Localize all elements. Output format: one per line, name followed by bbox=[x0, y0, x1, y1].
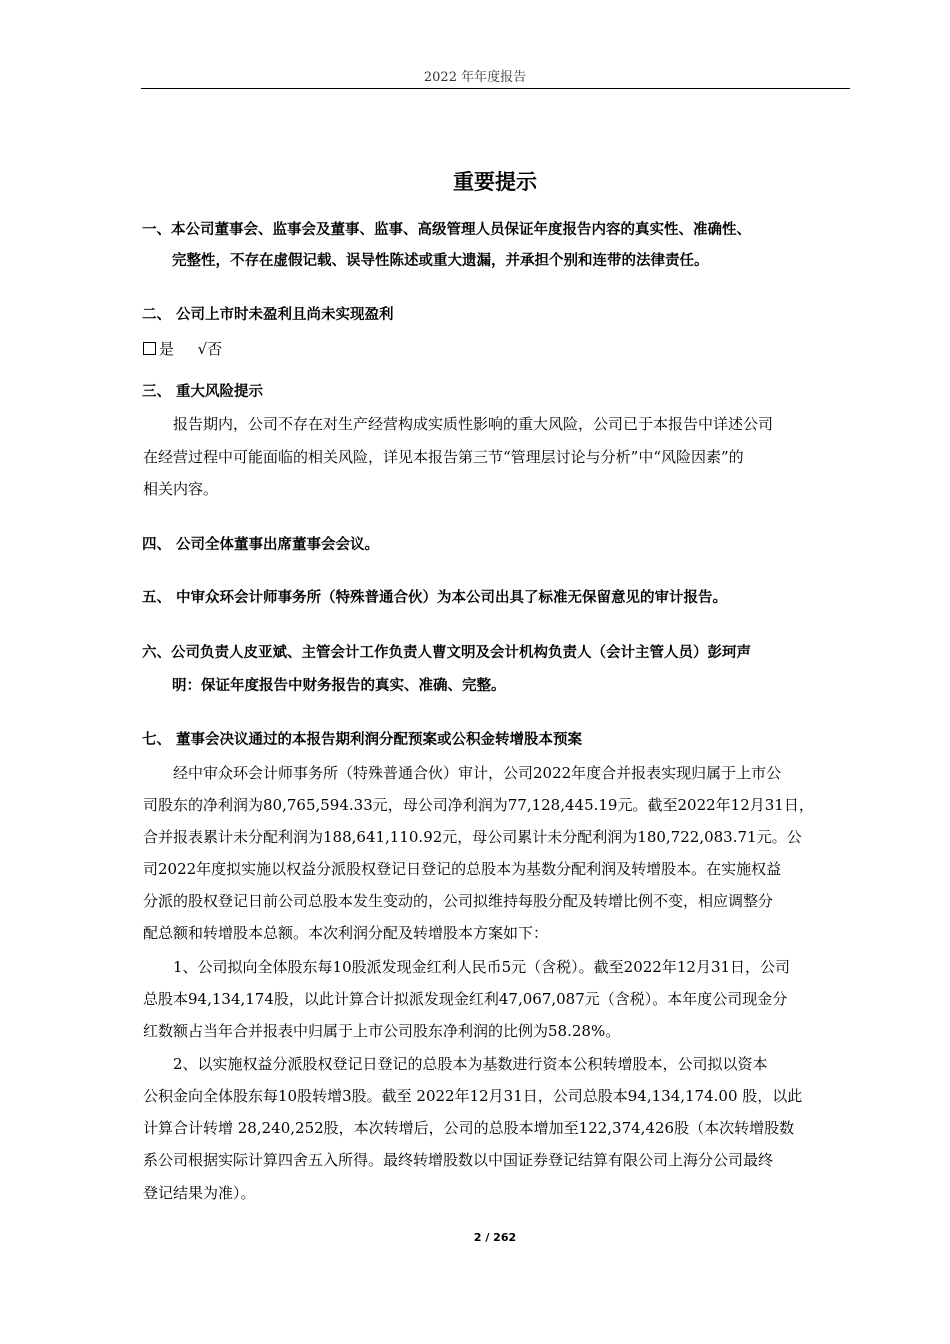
checkbox-icon bbox=[143, 342, 156, 355]
section-7-para-3-line-1: 2、以实施权益分派股权登记日登记的总股本为基数进行资本公积转增股本，公司拟以资本 bbox=[173, 1055, 768, 1073]
section-3-line-2: 在经营过程中可能面临的相关风险，详见本报告第三节“管理层讨论与分析”中“风险因素”的 bbox=[143, 448, 744, 466]
section-7-para-3-line-5: 登记结果为准）。 bbox=[143, 1184, 256, 1202]
section-7-para-1-line-5: 分派的股权登记日前公司总股本发生变动的，公司拟维持每股分配及转增比例不变，相应调整分 bbox=[143, 892, 774, 910]
header-divider bbox=[141, 88, 850, 89]
section-7-para-2-line-2: 总股本94,134,174股，以此计算合计拟派发现金红利47,067,087元（含税）。本年度公司现金分 bbox=[143, 990, 788, 1008]
page-number: 2 / 262 bbox=[473, 1231, 517, 1244]
profit-option-row bbox=[143, 339, 222, 359]
section-7-para-1-line-4: 司2022年度拟实施以权益分派股权登记日登记的总股本为基数分配利润及转增股本。在实施权益 bbox=[143, 860, 782, 878]
section-3-line-1: 报告期内，公司不存在对生产经营构成实质性影响的重大风险，公司已于本报告中详述公司 bbox=[173, 415, 774, 433]
section-4-text: 四、 公司全体董事出席董事会会议。 bbox=[142, 537, 380, 553]
section-7-para-2-line-3: 红数额占当年合并报表中归属于上市公司股东净利润的比例为58.28%。 bbox=[143, 1022, 621, 1040]
section-7-para-1-line-2: 司股东的净利润为80,765,594.33元，母公司净利润为77,128,445.19元。截至2022年12月31日， bbox=[143, 796, 814, 814]
section-7-para-1-line-1: 经中审众环会计师事务所（特殊普通合伙）审计，公司2022年度合并报表实现归属于上市公 bbox=[173, 764, 782, 782]
section-6-line-2: 明：保证年度报告中财务报告的真实、准确、完整。 bbox=[172, 678, 506, 694]
section-3-line-3: 相关内容。 bbox=[143, 480, 219, 498]
section-7-para-3-line-2: 公积金向全体股东每10股转增3股。截至 2022年12月31日，公司总股本94,134,174.00 股，以此 bbox=[143, 1087, 803, 1105]
section-1-line-1: 一、本公司董事会、监事会及董事、监事、高级管理人员保证年度报告内容的真实性、准确性、 bbox=[142, 222, 751, 238]
section-1-line-2: 完整性，不存在虚假记载、误导性陈述或重大遗漏，并承担个别和连带的法律责任。 bbox=[172, 253, 709, 269]
section-6-line-1: 六、公司负责人皮亚斌、主管会计工作负责人曹文明及会计机构负责人（会计主管人员）彭珂声 bbox=[142, 645, 751, 661]
section-7-heading: 七、 董事会决议通过的本报告期利润分配预案或公积金转增股本预案 bbox=[142, 732, 583, 748]
section-7-para-2-line-1: 1、公司拟向全体股东每10股派发现金红利人民币5元（含税）。截至2022年12月31日，公司 bbox=[173, 958, 791, 976]
section-7-para-1-line-3: 合并报表累计未分配利润为188,641,110.92元，母公司累计未分配利润为180,722,083.71元。公 bbox=[143, 828, 802, 846]
section-5-text: 五、 中审众环会计师事务所（特殊普通合伙）为本公司出具了标准无保留意见的审计报告。 bbox=[142, 590, 728, 606]
section-7-para-3-line-4: 系公司根据实际计算四舍五入所得。最终转增股数以中国证券登记结算有限公司上海分公司最终 bbox=[143, 1151, 774, 1169]
page-title: 重要提示 bbox=[453, 170, 537, 194]
section-7-para-3-line-3: 计算合计转增 28,240,252股，本次转增后，公司的总股本增加至122,374,426股（本次转增股数 bbox=[143, 1119, 795, 1137]
section-2-heading: 二、 公司上市时未盈利且尚未实现盈利 bbox=[142, 307, 394, 323]
report-header-title: 2022 年年度报告 bbox=[423, 70, 527, 85]
section-3-heading: 三、 重大风险提示 bbox=[142, 384, 264, 400]
option-no-label: √否 bbox=[197, 340, 223, 358]
section-7-para-1-line-6: 配总额和转增股本总额。本次利润分配及转增股本方案如下： bbox=[143, 924, 549, 942]
option-yes-label: 是 bbox=[159, 340, 175, 358]
